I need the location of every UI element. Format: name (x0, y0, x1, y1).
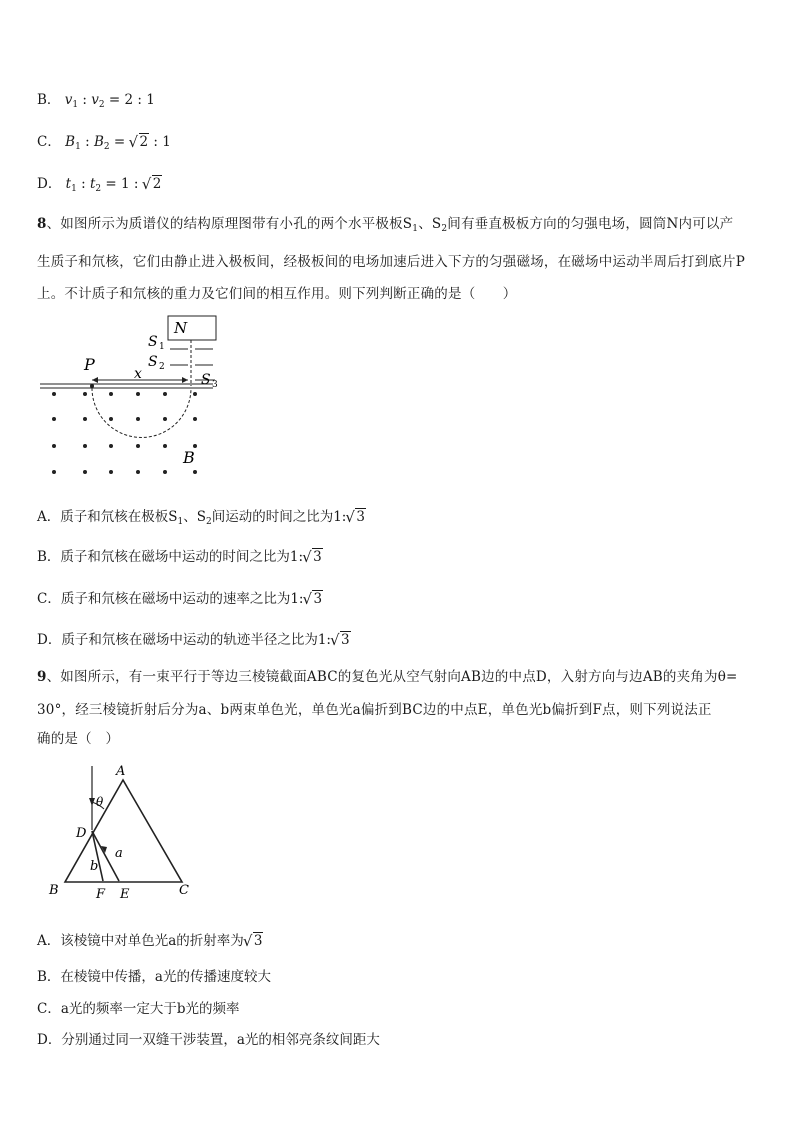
q8-option-a: A．质子和氘核在极板$S_1$、$S_2$间运动的时间之比为1:√ 3 (37, 505, 366, 527)
label-f: F (96, 887, 106, 902)
q8-stem-line1: 8、如图所示为质谱仪的结构原理图带有小孔的两个水平极板$S_1$、$S_2$间有垂直极板方向的匀强电场，圆筒N内可以产 (37, 216, 734, 234)
q9-option-c: C．a光的频率一定大于b光的频率 (37, 1001, 240, 1017)
label-c-vertex: C (179, 883, 189, 898)
label-s3: S (201, 372, 211, 388)
q9-option-a: A．该棱镜中对单色光a的折射率为√ 3 (37, 929, 263, 949)
label-x: x (134, 366, 142, 382)
sqrt-symbol: √ 2 (143, 176, 163, 192)
option-d-prev: D． $t_1$ : $t_2 = 1$ : √ 2 (37, 172, 162, 194)
q9-stem-line3: 确的是（ ） (37, 731, 120, 747)
q8-stem-line2: 生质子和氘核，它们由静止进入极板间，经极板间的电场加速后进入下方的匀强磁场，在磁场中运动半周后打到底片P (37, 254, 745, 270)
label-s1: S (148, 334, 158, 350)
label-theta: θ (96, 795, 104, 809)
magnetic-field-dots (52, 392, 197, 474)
sqrt-symbol: √ 2 (130, 134, 150, 150)
label-b-vertex: B (49, 883, 59, 898)
q9-stem-line2: 30°，经三棱镜折射后分为a、b两束单色光，单色光a偏折到BC边的中点E，单色光b偏折到F点，则下列说法正 (37, 702, 712, 718)
q9-option-d: D．分别通过同一双缝干涉装置，a光的相邻亮条纹间距大 (37, 1032, 380, 1048)
label-e: E (120, 887, 130, 902)
label-ray-b: b (90, 859, 99, 874)
label-a-vertex: A (116, 764, 126, 779)
svg-text:1: 1 (159, 342, 165, 352)
q8-figure-mass-spectrometer (38, 312, 228, 482)
label-ray-a: a (115, 846, 123, 861)
label-d: D (76, 826, 87, 841)
q8-option-b: B．质子和氘核在磁场中运动的时间之比为1:√ 3 (37, 545, 323, 565)
q8-option-c: C．质子和氘核在磁场中运动的速率之比为1:√ 3 (37, 587, 323, 607)
q9-option-b: B．在棱镜中传播，a光的传播速度较大 (37, 969, 271, 985)
option-c-prev: C． $B_1$ : $B_2$ = √ 2 : 1 (37, 130, 171, 152)
label-s2: S (148, 354, 158, 370)
svg-text:3: 3 (212, 380, 218, 390)
q9-figure-prism (45, 760, 195, 905)
q8-option-d: D．质子和氘核在磁场中运动的轨迹半径之比为1:√ 3 (37, 628, 351, 648)
label-n: N (174, 319, 188, 337)
q9-stem-line1: 9、如图所示，有一束平行于等边三棱镜截面ABC的复色光从空气射向AB边的中点D，入射方向与边AB的夹角为θ= (37, 669, 738, 685)
label-b: B (183, 448, 195, 467)
svg-text:2: 2 (159, 362, 165, 372)
q8-stem-line3: 上。不计质子和氘核的重力及它们间的相互作用。则下列判断正确的是（ ） (37, 286, 517, 302)
option-b-prev: B． $v_1$ : $v_2 = 2$ : 1 (37, 92, 155, 110)
label-p: P (84, 355, 95, 374)
